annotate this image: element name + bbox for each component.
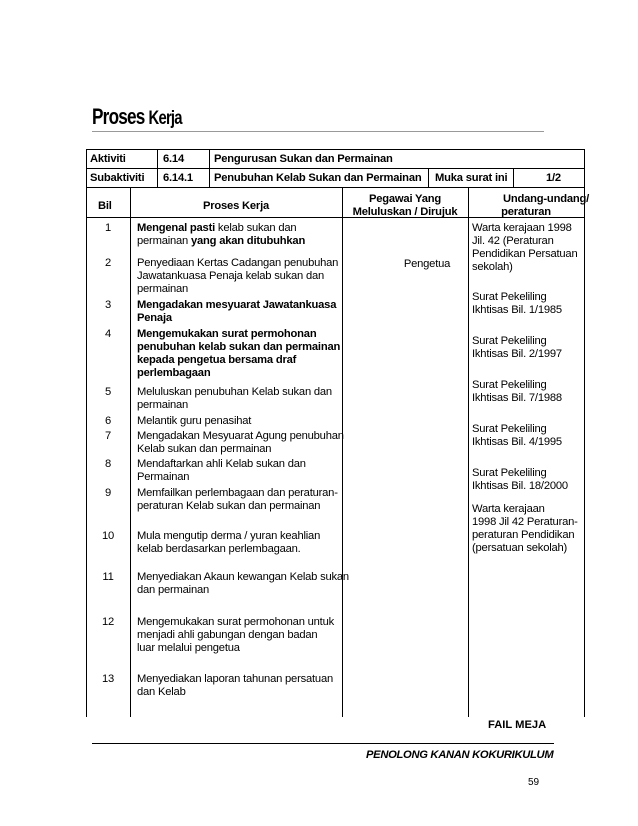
step-text-segment: Mula mengutip derma / yuran keahlian	[137, 530, 321, 542]
title-word-proses: Proses	[92, 104, 145, 129]
step-text-segment: Permainan	[137, 471, 190, 483]
step-number: 10	[101, 530, 115, 542]
footer-rule	[92, 743, 554, 744]
step-text-segment: Mengemukakan surat permohonan untuk	[137, 616, 334, 628]
undang-line: Ikhtisas Bil. 7/1988	[472, 392, 562, 404]
table-col-divider	[157, 149, 158, 187]
step-number: 3	[104, 299, 112, 311]
step-text-line	[137, 270, 324, 283]
step-text-segment: peraturan Kelab sukan dan permainan	[137, 500, 321, 512]
step-number: 6	[104, 415, 112, 427]
undang-line: Warta kerajaan 1998	[472, 222, 572, 234]
step-text-segment: menjadi ahli gabungan dengan badan	[137, 629, 318, 641]
undang-line: Ikhtisas Bil. 18/2000	[472, 480, 568, 492]
table-row-divider	[86, 168, 584, 169]
table-border-left	[86, 149, 87, 717]
step-text-segment: Memfailkan perlembagaan dan peraturan-	[137, 487, 338, 499]
step-text-segment: Mengadakan Mesyuarat Agung penubuhan	[137, 430, 344, 442]
step-number: 13	[101, 673, 115, 685]
undang-line: Jil. 42 (Peraturan	[472, 235, 554, 247]
col-header-bil: Bil	[98, 200, 112, 212]
undang-line: Surat Pekeliling	[472, 335, 547, 347]
pegawai-value: Pengetua	[403, 258, 451, 270]
undang-line: Surat Pekeliling	[472, 467, 547, 479]
col-header-undang-line2: peraturan	[501, 206, 551, 218]
undang-line: Ikhtisas Bil. 2/1997	[472, 348, 562, 360]
col-header-pegawai-line2: Meluluskan / Dirujuk	[352, 206, 458, 218]
undang-line: Warta kerajaan	[472, 503, 545, 515]
step-text-segment: Kelab sukan dan permainan	[137, 443, 272, 455]
step-text-segment: kelab berdasarkan perlembagaan.	[137, 543, 301, 555]
step-text-line	[137, 222, 296, 235]
step-text-segment: Jawatankuasa Penaja kelab sukan dan	[137, 270, 325, 282]
step-number: 7	[104, 430, 112, 442]
step-text-segment: Mendaftarkan ahli Kelab sukan dan	[137, 458, 306, 470]
table-col-divider	[513, 168, 514, 187]
step-text-segment: permainan	[137, 399, 189, 411]
aktiviti-title: Pengurusan Sukan dan Permainan	[214, 153, 393, 165]
step-text-line	[137, 487, 338, 500]
subaktiviti-title: Penubuhan Kelab Sukan dan Permainan	[214, 172, 422, 184]
step-text-line	[137, 430, 344, 443]
subaktiviti-code: 6.14.1	[163, 172, 193, 184]
step-text-line	[137, 283, 188, 296]
table-row-divider	[86, 187, 584, 188]
undang-line: peraturan Pendidikan	[472, 529, 575, 541]
step-text-line	[137, 571, 349, 584]
step-text-segment: kepada pengetua bersama draf	[137, 354, 297, 366]
muka-surat-label: Muka surat ini	[435, 172, 508, 184]
step-text-line	[137, 312, 172, 325]
step-text-segment: Mengenal pasti	[137, 222, 216, 234]
step-text-segment: permainan	[137, 283, 189, 295]
step-number: 2	[104, 257, 112, 269]
page-number: 59	[528, 777, 540, 788]
step-text-segment: permainan	[137, 235, 191, 247]
step-text-segment: Melantik guru penasihat	[137, 415, 252, 427]
step-number: 8	[104, 458, 112, 470]
step-text-segment: dan Kelab	[137, 686, 186, 698]
aktiviti-label: Aktiviti	[90, 153, 126, 165]
aktiviti-code: 6.14	[163, 153, 184, 165]
col-header-undang-line1: Undang-undang/	[502, 193, 590, 205]
step-text-line	[137, 584, 209, 597]
undang-line: Surat Pekeliling	[472, 379, 547, 391]
step-text-segment: Penaja	[137, 312, 172, 324]
step-text-line	[137, 354, 296, 367]
title-rule	[92, 131, 544, 132]
step-number: 11	[102, 571, 114, 583]
step-number: 5	[104, 386, 112, 398]
step-text-segment: Menyediakan Akaun kewangan Kelab sukan	[137, 571, 349, 583]
undang-line: 1998 Jil 42 Peraturan-	[472, 516, 578, 528]
table-border-right	[584, 149, 585, 717]
step-text-segment: Meluluskan penubuhan Kelab sukan dan	[137, 386, 332, 398]
undang-line: Surat Pekeliling	[472, 291, 547, 303]
step-text-segment: Mengemukakan surat permohonan	[137, 328, 317, 340]
undang-line: Pendidikan Persatuan	[472, 248, 578, 260]
step-text-line	[137, 629, 317, 642]
page-title	[92, 104, 182, 130]
table-col-divider	[130, 187, 131, 717]
step-text-segment: kelab sukan dan	[215, 222, 297, 234]
undang-line: Ikhtisas Bil. 4/1995	[472, 436, 562, 448]
step-text-segment: perlembagaan	[137, 367, 211, 379]
step-number: 9	[104, 487, 112, 499]
table-border-top	[86, 149, 584, 150]
undang-line: Surat Pekeliling	[472, 423, 547, 435]
step-text-line	[137, 458, 306, 471]
step-text-segment: yang akan ditubuhkan	[190, 235, 306, 247]
table-col-divider	[209, 149, 210, 187]
step-text-line	[137, 642, 240, 655]
step-text-segment: luar melalui pengetua	[137, 642, 240, 654]
col-header-pegawai-line1: Pegawai Yang	[368, 193, 441, 205]
undang-line: (persatuan sekolah)	[472, 542, 568, 554]
step-text-line	[137, 443, 271, 456]
step-text-line	[137, 616, 334, 629]
col-header-proses-kerja: Proses Kerja	[202, 200, 269, 212]
step-number: 1	[104, 222, 112, 234]
step-number: 12	[101, 616, 115, 628]
step-text-line	[137, 341, 340, 354]
step-text-segment: dan permainan	[137, 584, 210, 596]
step-text-line	[137, 328, 316, 341]
step-text-segment: Penyediaan Kertas Cadangan penubuhan	[137, 257, 339, 269]
step-text-line	[137, 367, 210, 380]
step-text-line	[137, 415, 251, 428]
step-text-line	[137, 673, 333, 686]
undang-line: Ikhtisas Bil. 1/1985	[472, 304, 562, 316]
step-text-line	[137, 386, 332, 399]
muka-surat-value: 1/2	[546, 172, 561, 184]
step-text-line	[137, 500, 320, 513]
step-text-segment: penubuhan kelab sukan dan permainan	[137, 341, 341, 353]
step-text-line	[137, 399, 188, 412]
subaktiviti-label: Subaktiviti	[90, 172, 145, 184]
step-text-line	[137, 235, 305, 248]
undang-line: sekolah)	[472, 261, 513, 273]
step-text-line	[137, 530, 320, 543]
step-text-line	[137, 257, 338, 270]
step-number: 4	[104, 328, 112, 340]
fail-meja-label: FAIL MEJA	[488, 719, 547, 731]
table-col-divider	[428, 168, 429, 187]
title-word-kerja: Kerja	[148, 108, 182, 129]
step-text-segment: Mengadakan mesyuarat Jawatankuasa	[137, 299, 337, 311]
step-text-line	[137, 471, 189, 484]
step-text-line	[137, 299, 336, 312]
step-text-line	[137, 686, 186, 699]
step-text-segment: Menyediakan laporan tahunan persatuan	[137, 673, 333, 685]
step-text-line	[137, 543, 301, 556]
penolong-kanan-label: PENOLONG KANAN KOKURIKULUM	[366, 749, 554, 761]
